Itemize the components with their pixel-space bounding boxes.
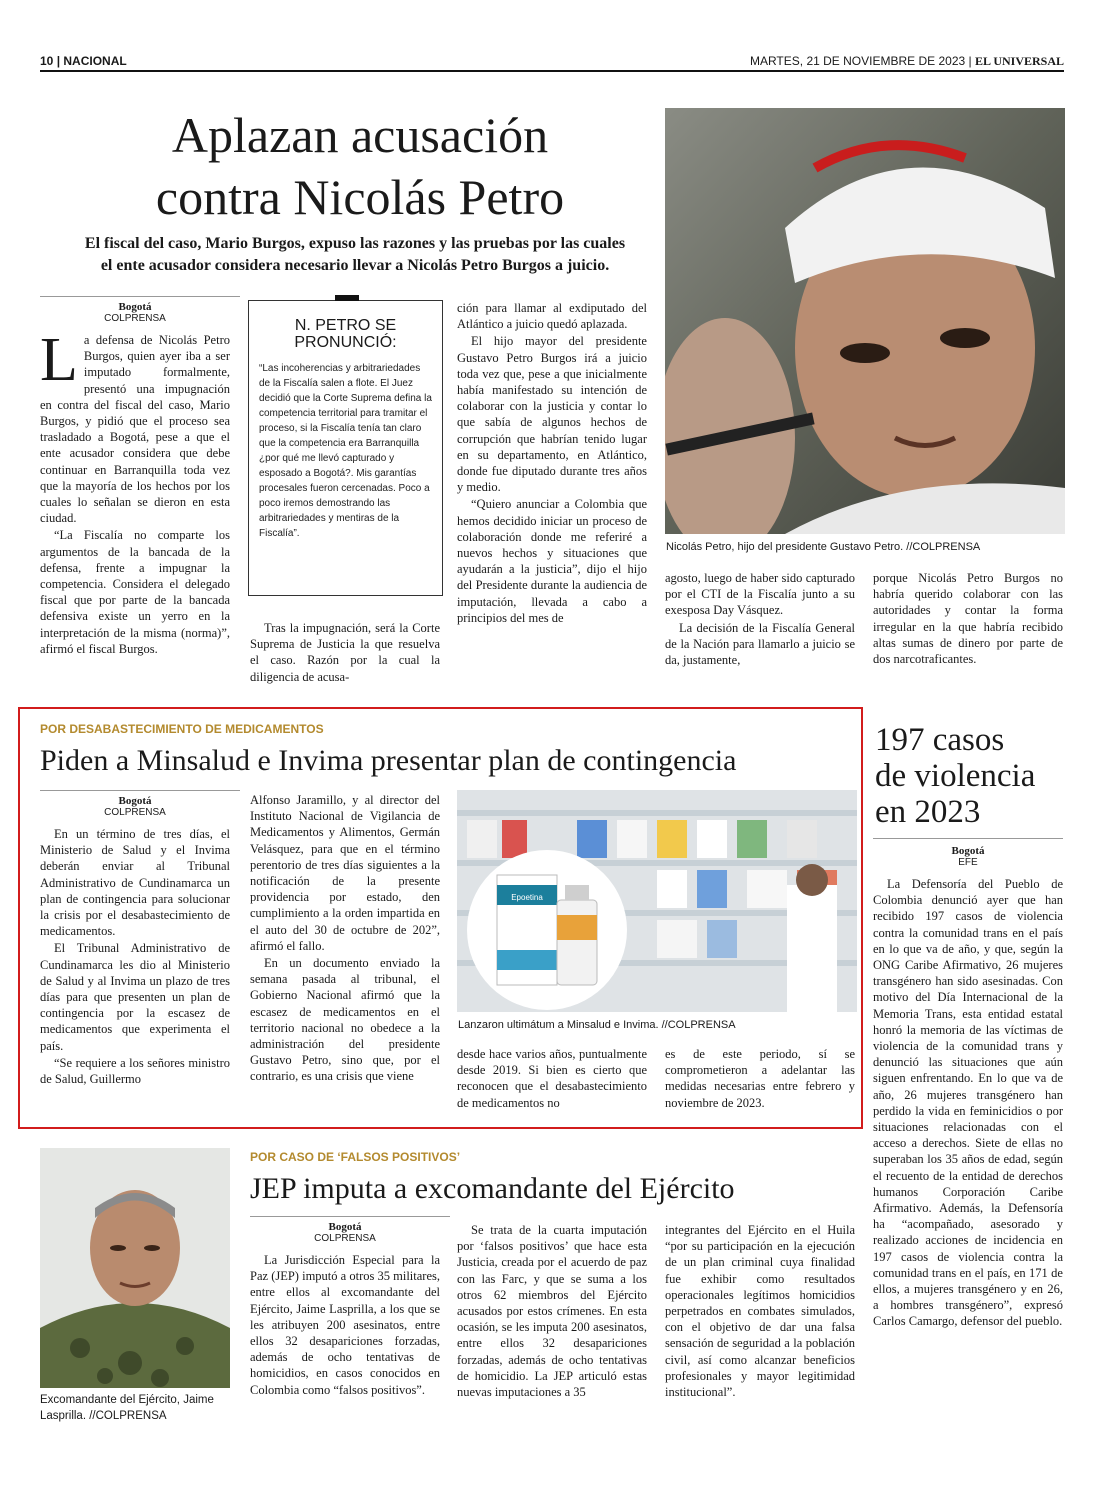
article3-body: Bogotá EFE La Defensoría del Pueblo de Colombia denunció ayer que han recibido 197 casos de violencia contra la comunidad trans en el país en lo que va de año, y que, según la ONG Caribe Afirmativo, 26 mujeres transgénero han sido asesinadas. Con motivo del Día Internacional de la Memoria Trans, esta entidad estatal honró la memoria de las víctimas de violencia de la comunidad trans y denunció las situaciones que aún siguen enfrentando. En lo que va de año, 26 mujeres transgénero han perdido la vida en feminicidios o por situaciones relacionadas con el acceso a derechos. Siete de ellas no superaban los 35 años de edad, según el recuento de la entidad de derechos humanos Corporación Caribe Afirmativo. Además, la Defensoría ha “acompañado, asesorado y realizado acciones de incidencia en 197 casos de violencia contra la comunidad trans en el país, en 171 de ellos, a mujeres transgénero y en 26, a hombres transgénero”, expresó Carlos Camargo, defensor del pueblo. (873, 845, 1063, 1329)
article2-headline: Piden a Minsalud e Invima presentar plan de contingencia (40, 744, 737, 777)
divider (40, 790, 240, 791)
photo-caption: Nicolás Petro, hijo del presidente Gustavo Petro. //COLPRENSA (666, 541, 981, 553)
pharma-box-label: Epoetina (511, 893, 543, 902)
sidebar-title: N. PETRO SE PRONUNCIÓ: (294, 317, 397, 351)
dateline: Bogotá COLPRENSA (104, 795, 166, 818)
dateline: Bogotá COLPRENSA (314, 1221, 376, 1244)
dateline: Bogotá EFE (951, 845, 985, 868)
page-section: 10 | NACIONAL (40, 54, 127, 68)
article3-headline: 197 casos de violencia en 2023 (875, 722, 1036, 830)
main-deck: El fiscal del caso, Mario Burgos, expuso las razones y las pruebas por las cuales el ente acusador considera necesario llevar a Nicolás Petro Burgos a juicio. (84, 235, 626, 274)
article1-col1: Bogotá COLPRENSA La defensa de Nicolás Petro Burgos, quien ayer iba a ser imputado formalmente, presentó una impugnación en contra del fiscal del caso, Mario Burgos, y pidió que el proceso sea trasladado a Bogotá, pese a que el ente acusador considera que debe continuar en Barranquilla toda vez que la mayoría de los hechos por los cuales lo señalan se dieron en esta ciudad. “La Fiscalía no comparte los argumentos de la bancada de la defensa, frente a impugnar la competencia. Considera el delegado fiscal que por parte de la bancada defensiva existe un yerro en la interpretación de la misma (norma)”, afirmó el fiscal Burgos. (40, 301, 230, 656)
article1-col5: porque Nicolás Petro Burgos no habría querido colaborar con las autoridades y contar la forma irregular en la que habría recibido altas sumas de dinero por parte de dos narcotraficantes. (873, 571, 1063, 667)
sidebar-text: “Las incoherencias y arbitrariedades de la Fiscalía salen a flote. El Juez decidió que la Corte Suprema defina la competencia territorial para tramitar el proceso, si la Fiscalía tenía tan claro que la competencia era Barranquilla ¿por qué me llevó capturado y esposado a Bogotá?. Mis garantías procesales fueron cercenadas. Poco a poco iremos demostrando las arbitrariedades y mentiras de la Fiscalía”. (259, 363, 432, 539)
main-headline: Aplazan acusación contra Nicolás Petro (155, 107, 565, 225)
page-header (40, 52, 1064, 72)
article4-col2: Se trata de la cuarta imputación por ‘falsos positivos’ que hace esta Justicia, creada por el acuerdo de paz con las Farc, y que se suma a los otros 62 miembros del Ejército acusados por estos crímenes. En esta ocasión, se les imputa 200 asesinatos, entre ellos 32 desapariciones forzadas, además de ocho tentativas de homicidio. La JEP articuló estas nuevas imputaciones a 35 (457, 1223, 647, 1400)
dateline: Bogotá COLPRENSA (104, 301, 166, 324)
article4-headline: JEP imputa a excomandante del Ejército (250, 1172, 735, 1205)
article2-col4: es de este periodo, sí se comprometieron a adelantar las medidas necesarias entre febrero y noviembre de 2023. (665, 1047, 855, 1110)
divider (40, 296, 240, 297)
page-date: MARTES, 21 DE NOVIEMBRE DE 2023 | EL UNIVERSAL (749, 54, 1064, 68)
article1-col3: ción para llamar al exdiputado del Atlántico a juicio quedó aplazada. El hijo mayor del presidente Gustavo Petro Burgos irá a juicio toda vez que, pese a que inicialmente había manifestado su intención de colaborar con la justicia y contar lo que sabía de algunos hechos de corrupción que habrían tenido lugar en su departamento, en Atlántico, donde fue diputado durante tres años y medio. “Quiero anunciar a Colombia que hemos decidido iniciar un proceso de colaboración donde me referiré a nuevos hechos y situaciones que ayudarán a la justicia”, dijo el hijo del Presidente durante la audiencia de imputación, llevada a cabo a principios del mes de (457, 301, 647, 625)
nicolas-petro-photo (665, 108, 1065, 534)
article4-col3: integrantes del Ejército en el Huila “por su participación en la ejecución de un plan criminal cuya finalidad fue exhibir como resultados operacionales legítimos homicidios perpetrados en combates simulados, con el objetivo de dar una falsa sensación de seguridad a la población civil, así como alcanzar beneficios profesionales y mayor legitimidad institucional”. (665, 1223, 855, 1400)
article2-col3: desde hace varios años, puntualmente desde 2019. Si bien es cierto que reconocen que el desabastecimiento de medicamentos no (457, 1047, 647, 1110)
article1-col4: agosto, luego de haber sido capturado por el CTI de la Fiscalía junto a su exesposa Day Vásquez. La decisión de la Fiscalía General de la Nación para llamarlo a juicio se da, justamente, (665, 571, 855, 668)
quote-sidebar (248, 300, 443, 596)
article2-kicker: POR DESABASTECIMIENTO DE MEDICAMENTOS (40, 722, 324, 736)
divider (250, 1216, 450, 1217)
article2-col2: Alfonso Jaramillo, y al director del Instituto Nacional de Vigilancia de Medicamentos y Alimentos, Germán Velásquez, para que en el término perentorio de tres días siguientes a la notificación de la presente providencia por estado, den cumplimiento a la orden impartida en el auto del 30 de octubre de 202”, afirmó el fallo. En un documento enviado la semana pasada al tribunal, el Gobierno Nacional afirmó que la escasez de medicamentos en el territorio nacional no obedece a la administración del presidente Gustavo Petro, sino que, por el contrario, es una crisis que viene (250, 793, 440, 1084)
article2-col1: Bogotá COLPRENSA En un término de tres días, el Ministerio de Salud y el Invima deberán enviar al Tribunal Administrativo de Cundinamarca un plan de contingencia para solucionar la crisis por el desabastecimiento de medicamentos. El Tribunal Administrativo de Cundinamarca les dio al Ministerio de Salud y al Invima un plazo de tres días para que presenten un plan de contingencia por la escasez de medicamentos que experimenta el país. “Se requiere a los señores ministro de Salud, Guillermo (40, 795, 230, 1087)
article4-col1: Bogotá COLPRENSA La Jurisdicción Especial para la Paz (JEP) imputó a otros 35 militares, entre ellos al excomandante del Ejército, Jaime Lasprilla, a los que se les atribuyen 200 asesinatos, entre ellos 32 desapariciones forzadas, además de ocho tentativas de homicidios, en casos conocidos en Colombia como “falsos positivos”. (250, 1221, 440, 1397)
article1-col2: Tras la impugnación, será la Corte Suprema de Justicia la que resuelva el caso. Razón por la cual la diligencia de acusa- (250, 621, 440, 684)
pharmacy-photo (457, 790, 857, 1012)
lasprilla-photo (40, 1148, 230, 1388)
photo-caption: Excomandante del Ejército, Jaime Lasprilla. //COLPRENSA (40, 1394, 214, 1422)
photo-caption: Lanzaron ultimátum a Minsalud e Invima. //COLPRENSA (458, 1019, 736, 1031)
article4-kicker: POR CASO DE ‘FALSOS POSITIVOS’ (250, 1150, 461, 1164)
divider (873, 838, 1063, 839)
dropcap: L (40, 326, 78, 394)
